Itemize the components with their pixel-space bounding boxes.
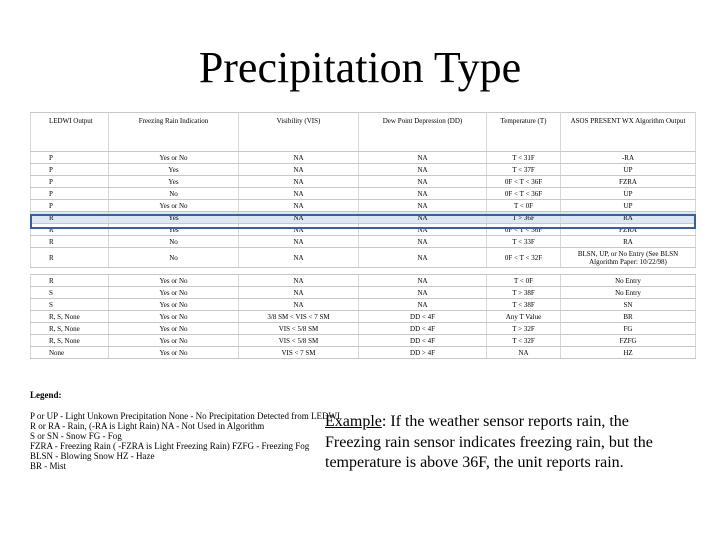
cell-ledwi: R, S, None [31,335,109,347]
cell-temperature: 0F < T < 36F [487,224,561,236]
example-text: : If the weather sensor reports rain, the Freezing rain sensor indicates freezing rain, but the temperature is above 36F, the unit reports rain. [325,413,653,471]
cell-dew-point: NA [359,275,487,287]
cell-temperature: T > 38F [487,287,561,299]
cell-visibility: NA [239,188,359,200]
cell-visibility: NA [239,200,359,212]
cell-visibility: NA [239,164,359,176]
cell-asos-output: BR [561,311,696,323]
legend-line: R or RA - Rain, (-RA is Light Rain) NA - Not Used in Algorithm [30,421,265,431]
cell-freezing-rain: Yes or No [109,299,239,311]
cell-dew-point: DD < 4F [359,335,487,347]
example-label: Example [325,413,382,430]
cell-ledwi: P [31,152,109,164]
table-row [31,287,696,299]
cell-dew-point: NA [359,164,487,176]
cell-dew-point: NA [359,188,487,200]
cell-visibility: NA [239,248,359,268]
cell-freezing-rain: No [109,248,239,268]
cell-ledwi: R [31,212,109,224]
cell-visibility: NA [239,212,359,224]
cell-temperature: 0F < T < 36F [487,188,561,200]
legend-line: BLSN - Blowing Snow HZ - Haze [30,451,155,461]
legend [30,390,341,471]
cell-freezing-rain: Yes or No [109,347,239,359]
cell-temperature: Any T Value [487,311,561,323]
cell-visibility: NA [239,287,359,299]
cell-temperature: T < 31F [487,152,561,164]
cell-dew-point: NA [359,299,487,311]
cell-visibility: NA [239,152,359,164]
cell-freezing-rain: Yes or No [109,335,239,347]
table-row [31,347,696,359]
cell-dew-point: NA [359,212,487,224]
precipitation-table-container [30,112,695,378]
cell-dew-point: NA [359,200,487,212]
table-header-row [31,113,696,152]
cell-asos-output: UP [561,164,696,176]
cell-asos-output: BLSN, UP, or No Entry (See BLSN Algorithm Paper: 10/22/98) [561,248,696,268]
cell-ledwi: R [31,224,109,236]
cell-freezing-rain: Yes [109,164,239,176]
cell-visibility: NA [239,275,359,287]
cell-asos-output: UP [561,188,696,200]
header-temperature: Temperature (T) [487,113,561,152]
cell-asos-output: UP [561,200,696,212]
cell-ledwi: S [31,287,109,299]
table-row [31,200,696,212]
cell-freezing-rain: Yes [109,176,239,188]
header-asos-output: ASOS PRESENT WX Algorithm Output [561,113,696,152]
cell-dew-point: NA [359,176,487,188]
cell-temperature: T < 0F [487,200,561,212]
cell-dew-point: DD < 4F [359,323,487,335]
cell-freezing-rain: No [109,188,239,200]
cell-asos-output: No Entry [561,275,696,287]
example-text-block [325,412,685,474]
cell-freezing-rain: No [109,236,239,248]
legend-line: S or SN - Snow FG - Fog [30,431,122,441]
table-row [31,176,696,188]
cell-visibility: VIS < 5/8 SM [239,335,359,347]
cell-asos-output: FZRA [561,224,696,236]
cell-ledwi: R [31,275,109,287]
legend-title: Legend: [30,390,62,400]
cell-visibility: NA [239,176,359,188]
cell-freezing-rain: Yes [109,212,239,224]
cell-asos-output: RA [561,212,696,224]
cell-asos-output: FG [561,323,696,335]
cell-freezing-rain: Yes or No [109,152,239,164]
cell-temperature: 0F < T < 32F [487,248,561,268]
page-title: Precipitation Type [198,43,522,92]
cell-dew-point: NA [359,287,487,299]
table-row [31,152,696,164]
table-row [31,335,696,347]
cell-ledwi: P [31,164,109,176]
cell-dew-point: DD > 4F [359,347,487,359]
cell-asos-output: SN [561,299,696,311]
cell-asos-output: HZ [561,347,696,359]
table-row [31,299,696,311]
cell-visibility: NA [239,236,359,248]
cell-ledwi: R, S, None [31,323,109,335]
cell-asos-output: -RA [561,152,696,164]
table-spacer-row [31,268,696,275]
cell-temperature: T < 33F [487,236,561,248]
cell-ledwi: S [31,299,109,311]
cell-dew-point: NA [359,248,487,268]
cell-ledwi: R [31,248,109,268]
table-row [31,275,696,287]
cell-temperature: T < 0F [487,275,561,287]
table-row [31,164,696,176]
cell-asos-output: RA [561,236,696,248]
cell-temperature: T < 32F [487,335,561,347]
cell-dew-point: NA [359,152,487,164]
cell-temperature: T > 32F [487,323,561,335]
cell-freezing-rain: Yes or No [109,275,239,287]
cell-freezing-rain: Yes or No [109,200,239,212]
cell-dew-point: DD < 4F [359,311,487,323]
header-freezing-rain: Freezing Rain Indication [109,113,239,152]
table-row [31,311,696,323]
cell-ledwi: R [31,236,109,248]
cell-temperature: T > 36F [487,212,561,224]
cell-freezing-rain: Yes or No [109,311,239,323]
cell-visibility: 3/8 SM < VIS < 7 SM [239,311,359,323]
cell-visibility: NA [239,299,359,311]
cell-asos-output: FZFG [561,335,696,347]
cell-ledwi: P [31,200,109,212]
cell-temperature: NA [487,347,561,359]
header-visibility: Visibility (VIS) [239,113,359,152]
cell-freezing-rain: Yes or No [109,323,239,335]
cell-dew-point: NA [359,236,487,248]
cell-ledwi: P [31,188,109,200]
header-ledwi-output: LEDWI Output [31,113,109,152]
cell-ledwi: None [31,347,109,359]
legend-line: BR - Mist [30,461,67,471]
legend-line: P or UP - Light Unkown Precipitation None - No Precipitation Detected from LEDWI [30,411,341,421]
cell-temperature: 0F < T < 36F [487,176,561,188]
table-row [31,248,696,268]
header-dew-point: Dew Point Depression (DD) [359,113,487,152]
cell-visibility: VIS < 5/8 SM [239,323,359,335]
cell-freezing-rain: Yes or No [109,287,239,299]
cell-ledwi: R, S, None [31,311,109,323]
legend-line: FZRA - Freezing Rain ( -FZRA is Light Freezing Rain) FZFG - Freezing Fog [30,441,310,451]
cell-freezing-rain: Yes [109,224,239,236]
cell-temperature: T < 38F [487,299,561,311]
table-row-highlighted [31,212,696,224]
cell-dew-point: NA [359,224,487,236]
table-row [31,188,696,200]
cell-visibility: NA [239,224,359,236]
cell-ledwi: P [31,176,109,188]
table-row [31,224,696,236]
precipitation-type-table [30,112,696,359]
cell-visibility: VIS < 7 SM [239,347,359,359]
cell-asos-output: No Entry [561,287,696,299]
cell-asos-output: FZRA [561,176,696,188]
table-row [31,236,696,248]
table-row [31,323,696,335]
cell-temperature: T < 37F [487,164,561,176]
spacer-cell [31,268,696,275]
